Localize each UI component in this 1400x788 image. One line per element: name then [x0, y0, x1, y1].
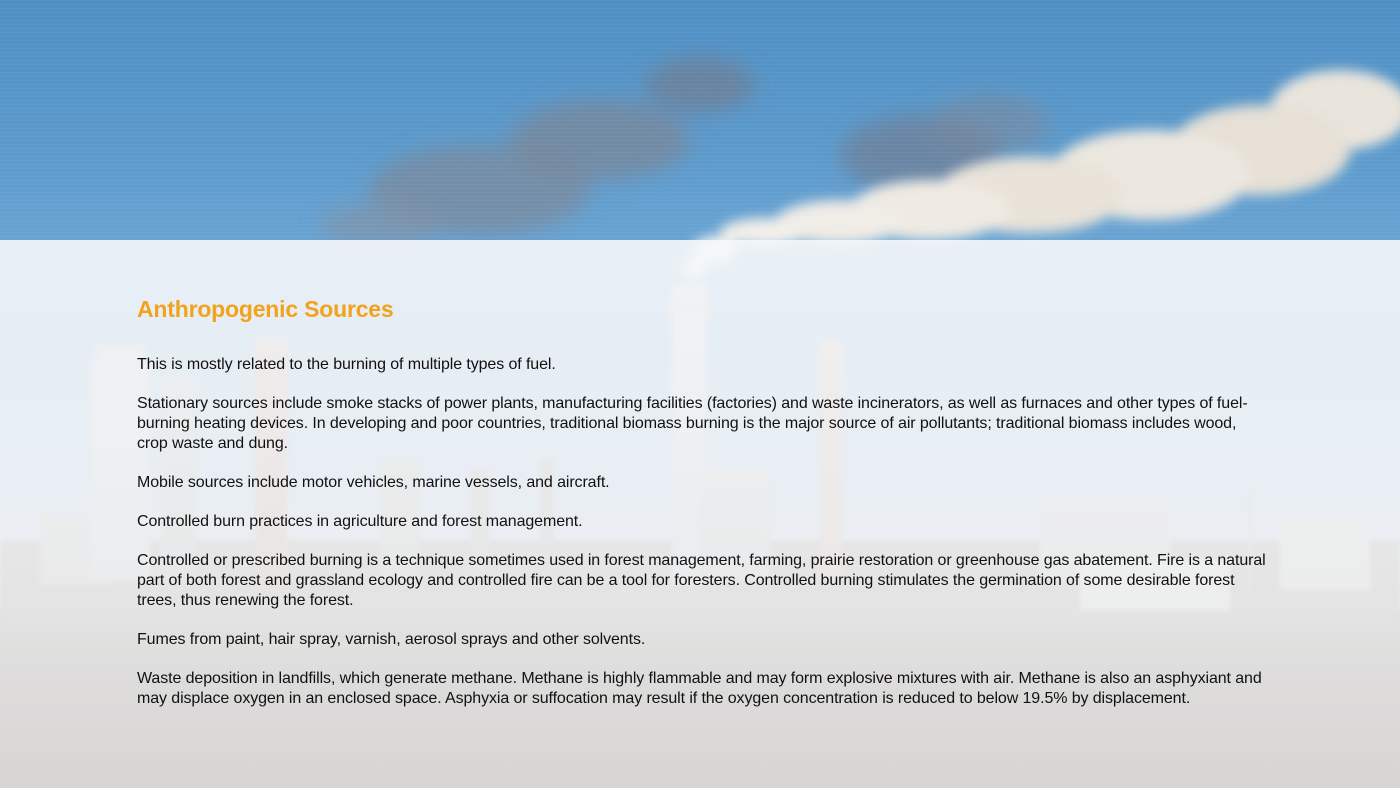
page-title: Anthropogenic Sources [137, 296, 394, 322]
scanline-overlay [0, 0, 1400, 240]
paragraph-controlled-burn: Controlled burn practices in agriculture and forest management. [137, 513, 583, 531]
content-area [137, 294, 1267, 728]
paragraph-landfills: Waste deposition in landfills, which generate methane. Methane is highly flammable and may form explosive mixtures with air. Methane is also an asphyxiant and may displace oxygen in an enclosed space. Asphyxia or suffocation may result if the oxygen concentration is reduced to below 19.5% by displacement. [137, 670, 1262, 707]
paragraph-fuel-burning: This is mostly related to the burning of multiple types of fuel. [137, 356, 556, 373]
paragraph-stationary-sources: Stationary sources include smoke stacks of power plants, manufacturing facilities (factories) and waste incinerators, as well as furnaces and other types of fuel-burning heating devices. In developing and poor countries, traditional biomass burning is the major source of air pollutants; traditional biomass includes wood, crop waste and dung. [137, 395, 1248, 452]
paragraph-prescribed-burning: Controlled or prescribed burning is a technique sometimes used in forest management, farming, prairie restoration or greenhouse gas abatement. Fire is a natural part of both forest and grassland ecology and controlled fire can be a tool for foresters. Controlled burning stimulates the germination of some desirable forest trees, thus renewing the forest. [137, 552, 1266, 609]
paragraph-mobile-sources: Mobile sources include motor vehicles, marine vessels, and aircraft. [137, 473, 610, 491]
paragraph-fumes: Fumes from paint, hair spray, varnish, aerosol sprays and other solvents. [137, 630, 646, 648]
